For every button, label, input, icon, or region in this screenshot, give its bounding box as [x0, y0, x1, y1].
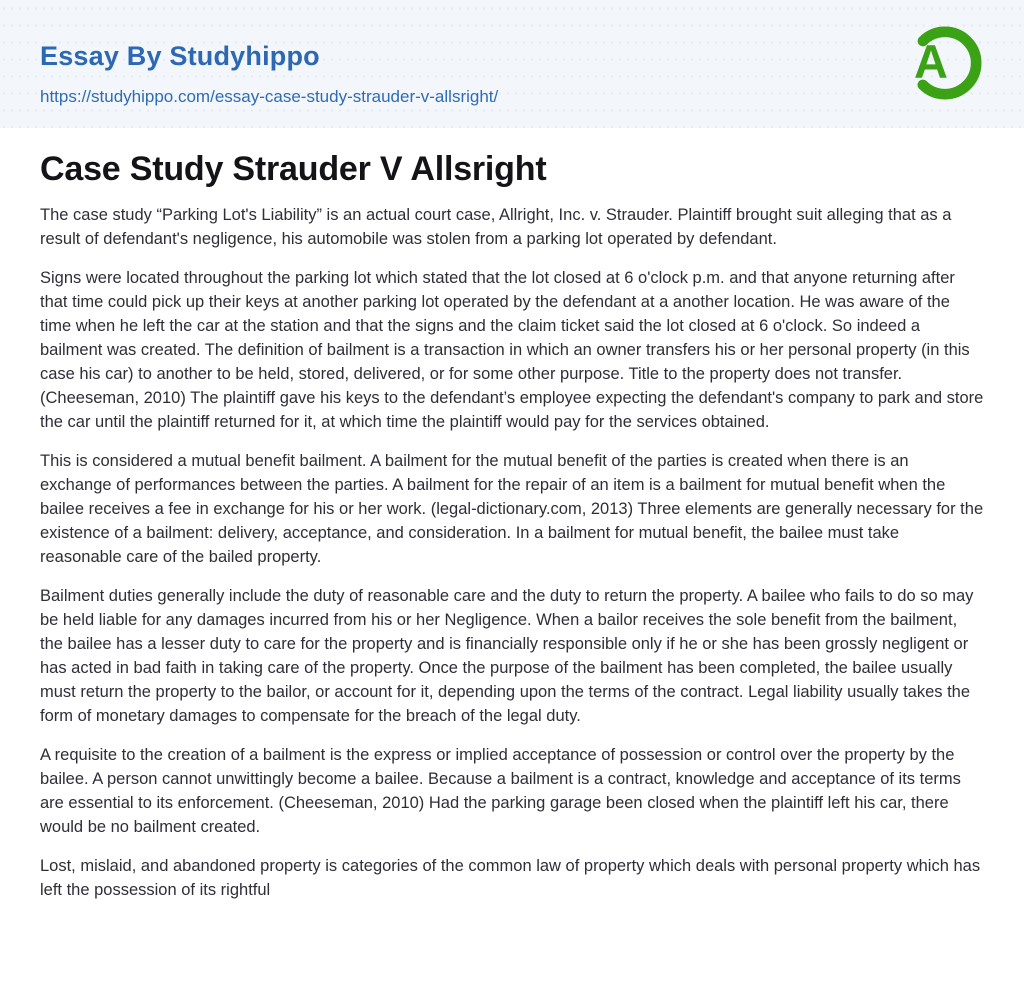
essay-source-link[interactable]: https://studyhippo.com/essay-case-study-strauder-v-allsright/: [40, 87, 499, 106]
article-paragraph: The case study “Parking Lot's Liability” is an actual court case, Allright, Inc. v. Strauder. Plaintiff brought suit alleging that as a result of defendant's negligence, his automobile was stolen from a parking lot operated by defendant.: [40, 206, 952, 248]
article-paragraph: A requisite to the creation of a bailment is the express or implied acceptance of possession or control over the property by the bailee. A person cannot unwittingly become a bailee. Because a bailment is a contract, knowledge and acceptance of its terms are essential to its enforcement. (Cheeseman, 2010) Had the parking garage been closed when the plaintiff left his car, there would be no bailment created.: [40, 746, 961, 836]
article-paragraph: This is considered a mutual benefit bailment. A bailment for the mutual benefit of the parties is created when there is an exchange of performances between the parties. A bailment for the repair of an item is a bailment for mutual benefit when the bailee receives a fee in exchange for his or her work. (legal-dictionary.com, 2013) Three elements are generally necessary for the existence of a bailment: delivery, acceptance, and consideration. In a bailment for mutual benefit, the bailee must take reasonable care of the bailed property.: [40, 452, 984, 566]
article-title: Case Study Strauder V Allsright: [40, 150, 547, 188]
article-paragraph: Lost, mislaid, and abandoned property is categories of the common law of property which deals with personal property which has left the possession of its rightful: [40, 857, 981, 899]
logo-letter: A: [914, 35, 948, 89]
page-header: [0, 0, 1024, 128]
article-paragraph: Bailment duties generally include the duty of reasonable care and the duty to return the property. A bailee who fails to do so may be held liable for any damages incurred from his or her Negligence. When a bailor receives the sole benefit from the bailment, the bailee has a lesser duty to care for the property and is financially responsible only if he or she has been grossly negligent or has acted in bad faith in taking care of the property. Once the purpose of the bailment has been completed, the bailee usually must return the property to the bailor, or account for it, depending upon the terms of the contract. Legal liability usually takes the form of monetary damages to compensate for the breach of the legal duty.: [40, 587, 974, 725]
studyhippo-logo: [904, 19, 986, 107]
article-paragraph: Signs were located throughout the parking lot which stated that the lot closed at 6 o'clock p.m. and that anyone returning after that time could pick up their keys at another parking lot operated by the defendant at a another location. He was aware of the time when he left the car at the station and that the signs and the claim ticket said the lot closed at 6 o'clock. So indeed a bailment was created. The definition of bailment is a transaction in which an owner transfers his or her personal property (in this case his car) to another to be held, stored, delivered, or for some other purpose. Title to the property does not transfer. (Cheeseman, 2010) The plaintiff gave his keys to the defendant’s employee expecting the defendant's company to park and store the car until the plaintiff returned for it, at which time the plaintiff would pay for the services obtained.: [40, 269, 984, 431]
site-title: Essay By Studyhippo: [40, 41, 320, 71]
article-body: [0, 128, 1024, 902]
